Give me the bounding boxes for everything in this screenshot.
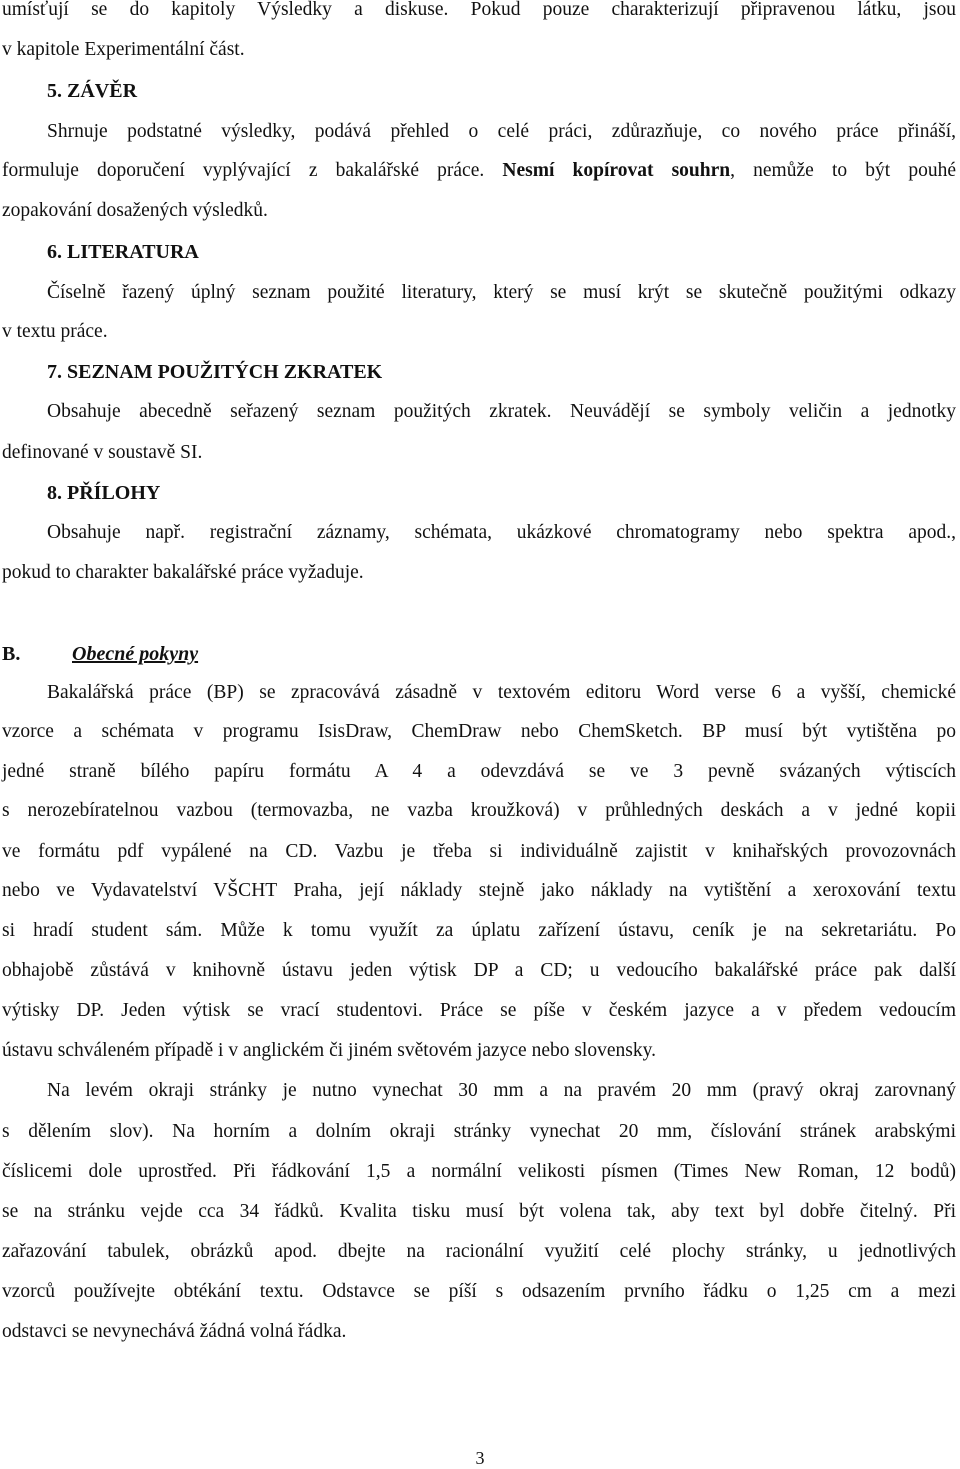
intro-line-1: umísťují se do kapitoly Výsledky a diskuse. Pokud pouze charakterizují připravenou látku, jsou [2,0,956,20]
secB-p2-line-3: číslicemi dole uprostřed. Při řádkování 1,5 a normální velikosti písmen (Times New Roman, 12 bodů) [2,1161,956,1182]
intro-line-2: v kapitole Experimentální část. [2,39,245,60]
page-number: 3 [475,1448,485,1468]
secB-p2-line-4: se na stránku vejde cca 34 řádků. Kvalita tisku musí být volena tak, aby text byl dobře čitelný. Při [2,1201,956,1222]
secB-p1-line-8: obhajobě zůstává v knihovně ústavu jeden výtisk DP a CD; u vedoucího bakalářské práce pak další [2,960,956,981]
secB-p1-line-1: Bakalářská práce (BP) se zpracovává zásadně v textovém editoru Word verse 6 a vyšší, chemické [47,682,956,703]
secB-p1-line-10: ústavu schváleném případě i v anglickém či jiném světovém jazyce nebo slovensky. [2,1040,656,1061]
section-heading-8: 8. PŘÍLOHY [47,482,161,504]
secB-p2-line-2: s dělením slov). Na horním a dolním okraji stránky vynechat 20 mm, číslování stránek arabskými [2,1121,956,1142]
section-letter-b: B. [2,643,21,665]
sec6-line-2: v textu práce. [2,321,108,342]
secB-p1-line-3: jedné straně bílého papíru formátu A 4 a odevzdává se ve 3 pevně svázaných výtiscích [2,761,956,782]
sec5-line-3: zopakování dosažených výsledků. [2,200,268,221]
section-heading-6: 6. LITERATURA [47,241,199,263]
secB-p1-line-7: si hradí student sám. Může k tomu využít za úplatu zařízení ústavu, ceník je na sekretariátu. Po [2,920,956,941]
sec5-line-2-plain: formuluje doporučení vyplývající z bakalářské práce. [2,160,503,181]
secB-p2-line-1: Na levém okraji stránky je nutno vynechat 30 mm a na pravém 20 mm (pravý okraj zarovnaný [47,1080,956,1101]
sec6-line-1: Číselně řazený úplný seznam použité literatury, který se musí krýt se skutečně použitými odkazy [47,282,956,303]
secB-p1-line-6: nebo ve Vydavatelství VŠCHT Praha, její náklady stejně jako náklady na vytištění a xeroxování textu [2,880,956,901]
secB-p2-line-7: odstavci se nevynechává žádná volná řádka. [2,1321,347,1342]
sec7-line-2: definované v soustavě SI. [2,442,203,463]
sec8-line-1: Obsahuje např. registrační záznamy, schémata, ukázkové chromatogramy nebo spektra apod., [47,522,956,543]
section-heading-7: 7. SEZNAM POUŽITÝCH ZKRATEK [47,361,383,383]
secB-p1-line-9: výtisky DP. Jeden výtisk se vrací studentovi. Práce se píše v českém jazyce a v předem vedoucím [2,1000,956,1021]
sec7-line-1: Obsahuje abecedně seřazený seznam použitých zkratek. Neuvádějí se symboly veličin a jednotky [47,401,956,422]
sec5-line-2 [2,159,956,183]
sec5-line-2-tail: , nemůže to být pouhé [730,160,956,181]
section-title-b: Obecné pokyny [72,643,199,665]
sec5-line-1: Shrnuje podstatné výsledky, podává přehled o celé práci, zdůrazňuje, co nového práce přináší, [47,121,956,142]
sec5-bold-phrase: Nesmí kopírovat souhrn [502,160,731,181]
secB-p1-line-4: s nerozebíratelnou vazbou (termovazba, ne vazba kroužková) v průhledných deskách a v jedné kopii [2,800,956,821]
sec8-line-2: pokud to charakter bakalářské práce vyžaduje. [2,562,364,583]
section-heading-5: 5. ZÁVĚR [47,80,138,102]
secB-p2-line-6: vzorců používejte obtékání textu. Odstavce se píší s odsazením prvního řádku o 1,25 cm a mezi [2,1281,956,1302]
secB-p1-line-2: vzorce a schémata v programu IsisDraw, ChemDraw nebo ChemSketch. BP musí být vytištěna po [2,721,956,742]
secB-p2-line-5: zařazování tabulek, obrázků apod. dbejte na racionální využití celé plochy stránky, u jednotlivých [2,1241,956,1262]
secB-p1-line-5: ve formátu pdf vypálené na CD. Vazbu je třeba si individuálně zajistit v knihařských provozovnách [2,841,956,862]
